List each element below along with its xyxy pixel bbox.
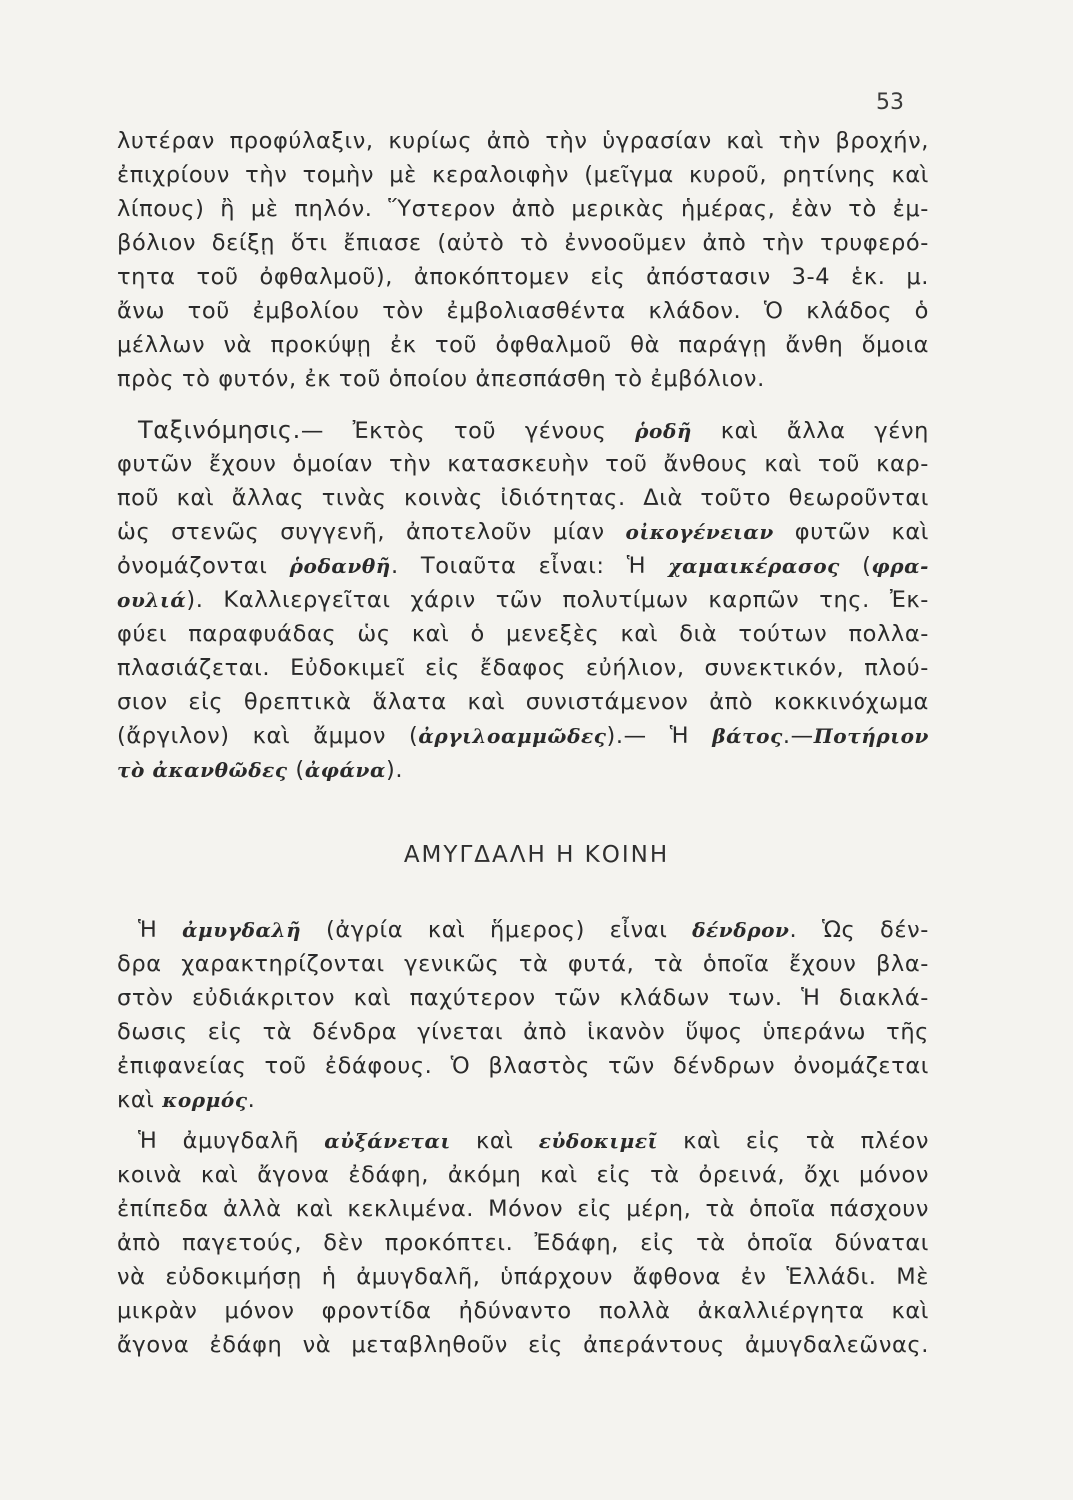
text-line: σιον εἰς θρεπτικὰ ἅλατα καὶ συνιστάμενον ἀπὸ κοκκινόχωμα [117, 689, 929, 715]
text-line: τὸ ἀκανθῶδες (ἀφάνα). [117, 757, 404, 783]
text-line: στὸν εὐδιάκριτον καὶ παχύτερον τῶν κλάδων των. Ἡ διακλά- [117, 985, 929, 1011]
text-line: πλασιάζεται. Εὐδοκιμεῖ εἰς ἔδαφος εὐήλιον, συνεκτικόν, πλού- [117, 655, 929, 681]
paragraph-taxonomy [117, 413, 929, 787]
page-number: 53 [876, 90, 904, 115]
text-line: καὶ κορμός. [117, 1087, 256, 1113]
text-line: ὀνομάζονται ῥοδανθῆ. Τοιαῦτα εἶναι: Ἡ χαμαικέρασος (φρα- [117, 553, 929, 579]
text-line: δρα χαρακτηρίζονται γενικῶς τὰ φυτά, τὰ ὁποῖα ἔχουν βλα- [117, 951, 929, 977]
text-line: ἀπὸ παγετούς, δὲν προκόπτει. Ἐδάφη, εἰς τὰ ὁποῖα δύναται [117, 1230, 929, 1256]
text-line: πρὸς τὸ φυτόν, ἐκ τοῦ ὁποίου ἀπεσπάσθη τὸ ἐμβόλιον. [117, 366, 765, 392]
text-line: νὰ εὐδοκιμήσῃ ἡ ἀμυγδαλῆ, ὑπάρχουν ἄφθονα ἐν Ἑλλάδι. Μὲ [117, 1264, 929, 1290]
section-heading-taxonomy: Ταξινόμησις. [138, 416, 301, 444]
section-title: ΑΜΥΓΔΑΛΗ Η ΚΟΙΝΗ [403, 842, 670, 868]
text-line: ἄνω τοῦ ἐμβολίου τὸν ἐμβολιασθέντα κλάδον. Ὁ κλάδος ὁ [117, 298, 929, 324]
paragraph-almond-definition [117, 913, 929, 1117]
text-line: λυτέραν προφύλαξιν, κυρίως ἀπὸ τὴν ὑγρασίαν καὶ τὴν βροχήν, [117, 128, 929, 154]
text-line: ἐπιχρίουν τὴν τομὴν μὲ κεραλοιφὴν (μεῖγμα κυροῦ, ρητίνης καὶ [117, 162, 929, 188]
text-line: Ἡ ἀμυγδαλῆ αὐξάνεται καὶ εὐδοκιμεῖ καὶ εἰς τὰ πλέον [138, 1128, 930, 1154]
text-line: δωσις εἰς τὰ δένδρα γίνεται ἀπὸ ἱκανὸν ὕψος ὑπεράνω τῆς [117, 1019, 929, 1045]
text-line: ουλιά). Καλλιεργεῖται χάριν τῶν πολυτίμων καρπῶν της. Ἐκ- [117, 587, 929, 613]
text-line: λίπους) ἢ μὲ πηλόν. Ὕστερον ἀπὸ μερικὰς ἡμέρας, ἐὰν τὸ ἐμ- [117, 196, 929, 222]
text-line: ἄγονα ἐδάφη νὰ μεταβληθοῦν εἰς ἀπεράντους ἀμυγδαλεῶνας. [117, 1332, 929, 1358]
text-line: φυτῶν ἔχουν ὁμοίαν τὴν κατασκευὴν τοῦ ἄνθους καὶ τοῦ καρ- [117, 451, 929, 477]
text-line: Ταξινόμησις.— Ἐκτὸς τοῦ γένους ῥοδῆ καὶ ἄλλα γένη [138, 416, 929, 444]
text-line: (ἄργιλον) καὶ ἄμμον (ἀργιλοαμμῶδες).— Ἡ βάτος.—Ποτήριον [117, 723, 929, 749]
text-line: ἐπίπεδα ἀλλὰ καὶ κεκλιμένα. Μόνον εἰς μέρη, τὰ ὁποῖα πάσχουν [117, 1196, 929, 1222]
text-line: Ἡ ἀμυγδαλῆ (ἀγρία καὶ ἥμερος) εἶναι δένδρον. Ὡς δέν- [138, 917, 929, 943]
text-line: ποῦ καὶ ἄλλας τινὰς κοινὰς ἰδιότητας. Διὰ τοῦτο θεωροῦνται [117, 485, 929, 511]
text-line: μέλλων νὰ προκύψῃ ἐκ τοῦ ὀφθαλμοῦ θὰ παράγῃ ἄνθη ὅμοια [117, 332, 929, 358]
text-line: κοινὰ καὶ ἄγονα ἐδάφη, ἀκόμη καὶ εἰς τὰ ὀρεινά, ὄχι μόνον [117, 1162, 929, 1188]
paragraph-grafting-continuation [117, 124, 929, 396]
text-line: τητα τοῦ ὀφθαλμοῦ), ἀποκόπτομεν εἰς ἀπόστασιν 3-4 ἑκ. μ. [117, 264, 929, 290]
text-line: ἐπιφανείας τοῦ ἐδάφους. Ὁ βλαστὸς τῶν δένδρων ὀνομάζεται [117, 1053, 929, 1079]
paragraph-almond-growth [117, 1124, 929, 1362]
text-line: ὡς στενῶς συγγενῆ, ἀποτελοῦν μίαν οἰκογένειαν φυτῶν καὶ [117, 519, 929, 545]
text-line: βόλιον δείξῃ ὅτι ἔπιασε (αὐτὸ τὸ ἐννοοῦμεν ἀπὸ τὴν τρυφερό- [117, 230, 929, 256]
text-line: μικρὰν μόνον φροντίδα ἠδύναντο πολλὰ ἀκαλλιέργητα καὶ [117, 1298, 929, 1324]
text-line: φύει παραφυάδας ὡς καὶ ὁ μενεξὲς καὶ διὰ τούτων πολλα- [117, 621, 929, 647]
